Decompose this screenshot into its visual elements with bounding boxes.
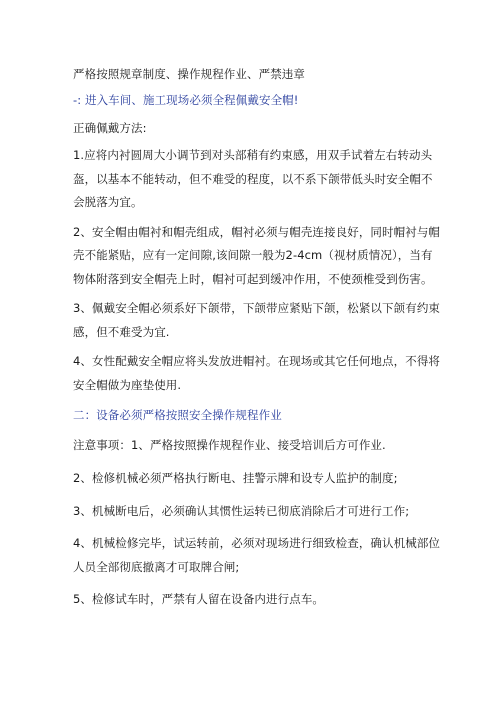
document-body	[73, 62, 443, 608]
section2-item-2: 2、检修机械必须严格执行断电、挂警示牌和设专人监护的制度;	[73, 471, 398, 485]
section1-heading: -: 进入车间、施工现场必须全程佩戴安全帽!	[73, 93, 299, 107]
section1-item-2: 2、安全帽由帽衬和帽壳组成，帽衬必须与帽壳连接良好，同时帽衬与帽壳不能紧贴，应有一定间隙,该间隙一般为2-4cm（视材质情况），当有物体附落到安全帽壳上时，帽衬可起到缓冲作用，不使颈椎受到伤害。	[73, 224, 441, 286]
section2-item-4: 4、机械检修完毕，试运转前，必须对现场进行细致检查，确认机械部位人员全部彻底撤离才可取牌合闸;	[73, 536, 441, 574]
section1-item-3: 3、佩戴安全帽必须系好下颌带，下颌带应紧贴下颌，松紧以下颌有约束感，但不难受为宜.	[73, 301, 441, 339]
section1-item-4: 4、女性配戴安全帽应将头发放进帽衬。在现场或其它任何地点，不得将安全帽做为座垫使用.	[73, 354, 441, 392]
section1-item-1: 1.应将内衬圆周大小调节到对头部稍有约束感，用双手试着左右转动头盔，以基本不能转动，但不难受的程度，以不系下颌带低头时安全帽不会脱落为宜。	[73, 148, 433, 209]
section2-heading: 二：设备必须严格按照安全操作规程作业	[73, 408, 282, 422]
section1-subheading: 正确佩戴方法:	[73, 121, 147, 135]
section2-item-5: 5、检修试车时，严禁有人留在设备内进行点车。	[73, 592, 325, 606]
section2-item-3: 3、机械断电后，必须确认其惯性运转已彻底消除后才可进行工作;	[73, 504, 410, 518]
document-title: 严格按照规章制度、操作规程作业、严禁违章	[73, 67, 305, 81]
section2-item-1: 注意事项：1、严格按照操作规程作业、接受培训后方可作业.	[73, 438, 386, 452]
